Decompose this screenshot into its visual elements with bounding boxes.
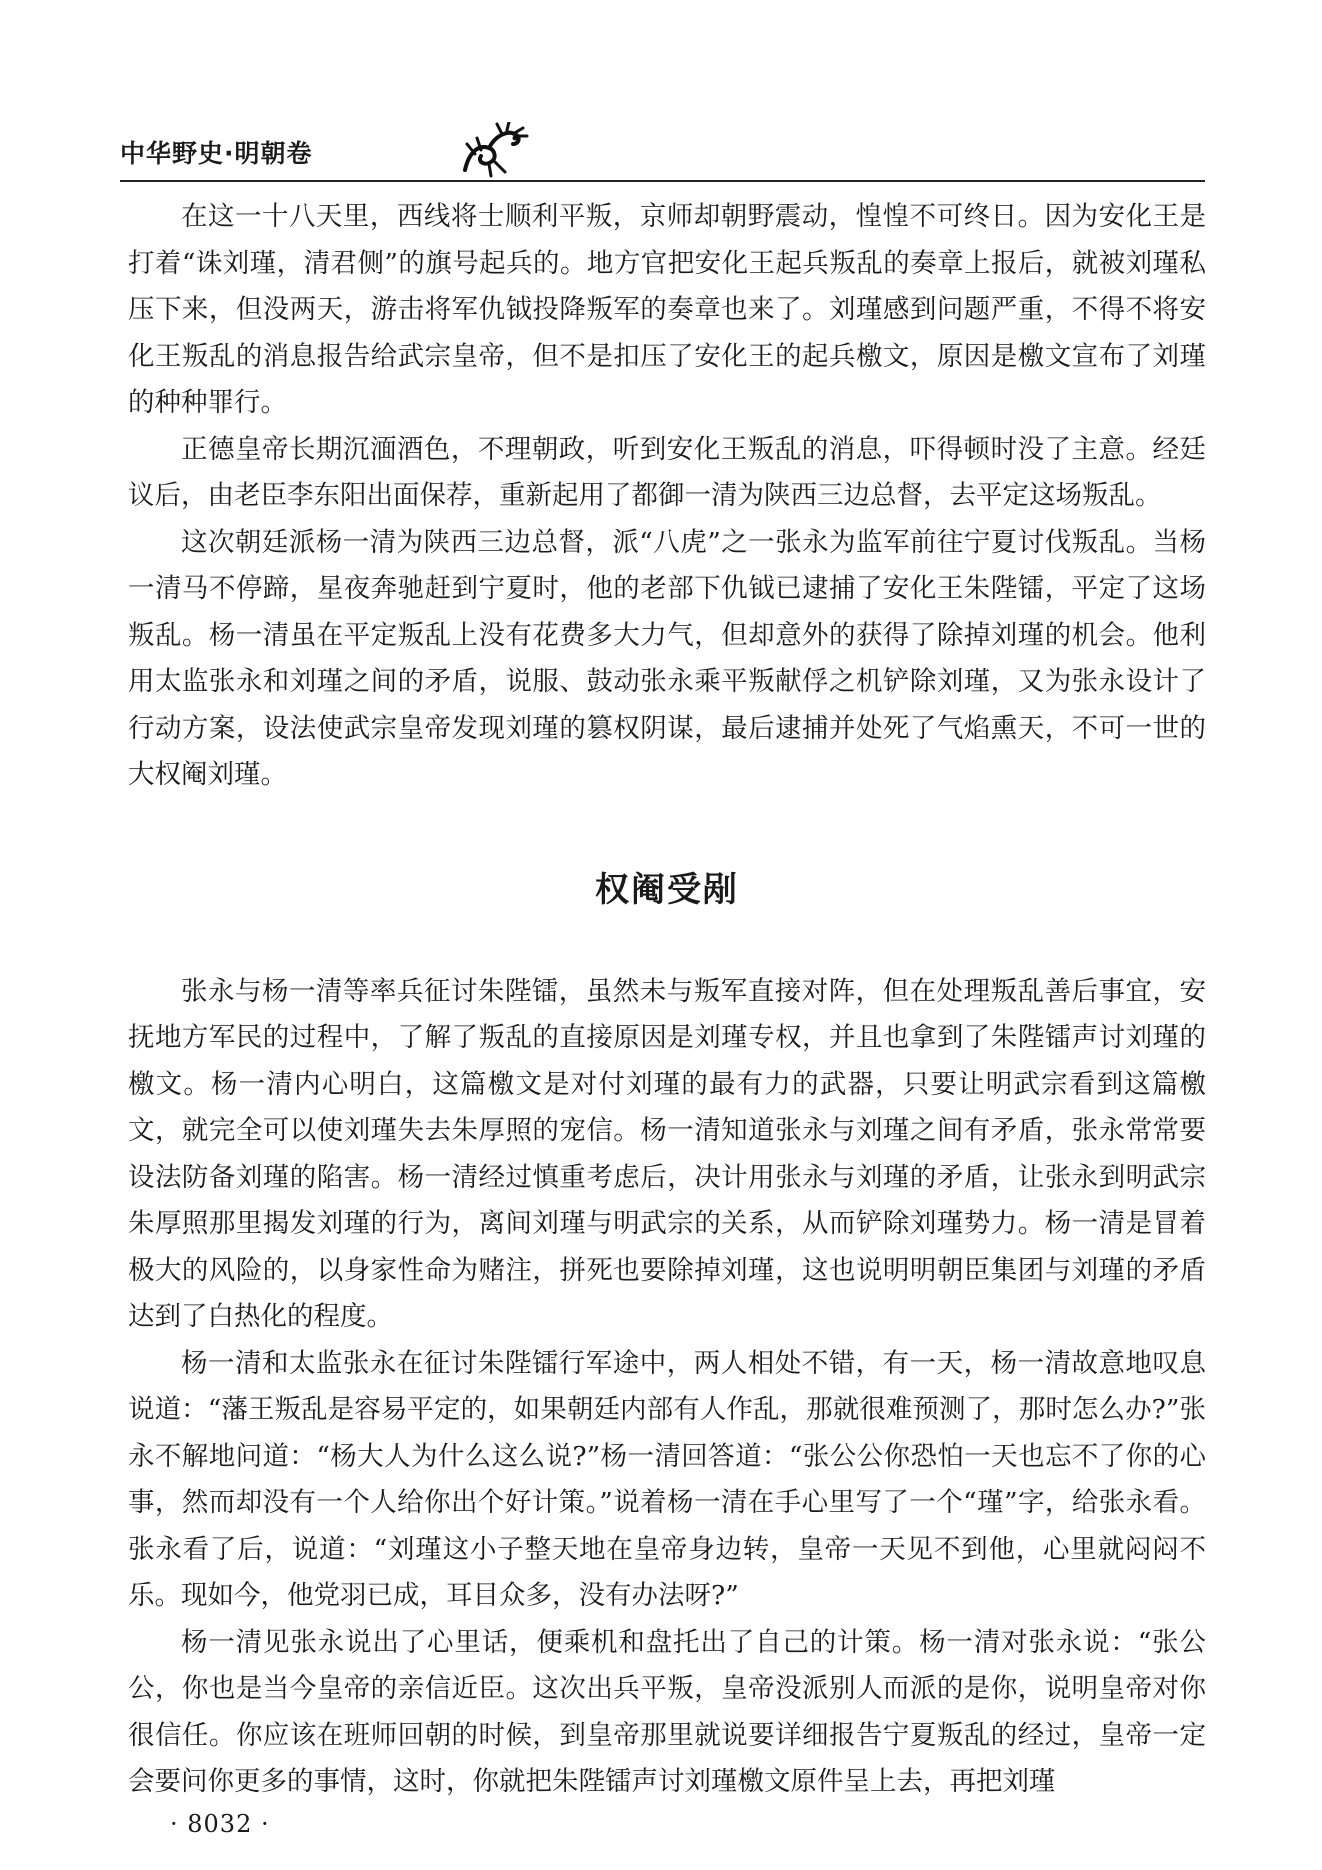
page-number: · 8032 · <box>170 1810 270 1838</box>
paragraph: 在这一十八天里，西线将士顺利平叛，京师却朝野震动，惶惶不可终日。因为安化王是打着“诛刘瑾，清君侧”的旗号起兵的。地方官把安化王起兵叛乱的奏章上报后，就被刘瑾私压下来，但没两天，游击将军仇钺投降叛军的奏章也来了。刘瑾感到问题严重，不得不将安化王叛乱的消息报告给武宗皇帝，但不是扣压了安化王的起兵檄文，原因是檄文宣布了刘瑾的种种罪行。 <box>128 201 1206 418</box>
paragraph: 这次朝廷派杨一清为陕西三边总督，派“八虎”之一张永为监军前往宁夏讨伐叛乱。当杨一清马不停蹄，星夜奔驰赶到宁夏时，他的老部下仇钺已逮捕了安化王朱陛镭，平定了这场叛乱。杨一清虽在平定叛乱上没有花费多大力气，但却意外的获得了除掉刘瑾的机会。他利用太监张永和刘瑾之间的矛盾，说服、鼓动张永乘平叛献俘之机铲除刘瑾，又为张永设计了行动方案，设法使武宗皇帝发现刘瑾的篡权阴谋，最后逮捕并处死了气焰熏天，不可一世的大权阉刘瑾。 <box>128 526 1206 790</box>
paragraph: 正德皇帝长期沉湎酒色，不理朝政，听到安化王叛乱的消息，吓得顿时没了主意。经廷议后，由老臣李东阳出面保荐，重新起用了都御一清为陕西三边总督，去平定这场叛乱。 <box>128 433 1206 511</box>
section-heading: 权阉受剐 <box>595 869 739 910</box>
header-divider <box>120 180 1205 182</box>
page-body <box>128 194 1206 1806</box>
paragraph: 杨一清见张永说出了心里话，便乘机和盘托出了自己的计策。杨一清对张永说：“张公公，你也是当今皇帝的亲信近臣。这次出兵平叛，皇帝没派别人而派的是你，说明皇帝对你很信任。你应该在班师回朝的时候，到皇帝那里就说要详细报告宁夏叛乱的经过，皇帝一定会要问你更多的事情，这时，你就把朱陛镭声讨刘瑾檄文原件呈上去，再把刘瑾 <box>128 1626 1206 1797</box>
book-title: 中华野史·明朝卷 <box>120 139 313 168</box>
dragon-icon <box>455 122 530 178</box>
paragraph: 张永与杨一清等率兵征讨朱陛镭，虽然未与叛军直接对阵，但在处理叛乱善后事宜，安抚地方军民的过程中，了解了叛乱的直接原因是刘瑾专权，并且也拿到了朱陛镭声讨刘瑾的檄文。杨一清内心明白，这篇檄文是对付刘瑾的最有力的武器，只要让明武宗看到这篇檄文，就完全可以使刘瑾失去朱厚照的宠信。杨一清知道张永与刘瑾之间有矛盾，张永常常要设法防备刘瑾的陷害。杨一清经过慎重考虑后，决计用张永与刘瑾的矛盾，让张永到明武宗朱厚照那里揭发刘瑾的行为，离间刘瑾与明武宗的关系，从而铲除刘瑾势力。杨一清是冒着极大的风险的，以身家性命为赌注，拼死也要除掉刘瑾，这也说明明朝臣集团与刘瑾的矛盾达到了白热化的程度。 <box>128 975 1206 1332</box>
page-header <box>120 122 1205 182</box>
paragraph: 杨一清和太监张永在征讨朱陛镭行军途中，两人相处不错，有一天，杨一清故意地叹息说道：“藩王叛乱是容易平定的，如果朝廷内部有人作乱，那就很难预测了，那时怎么办?”张永不解地问道：“杨大人为什么这么说?”杨一清回答道：“张公公你恐怕一天也忘不了你的心事，然而却没有一个人给你出个好计策。”说着杨一清在手心里写了一个“瑾”字，给张永看。张永看了后，说道：“刘瑾这小子整天地在皇帝身边转，皇帝一天见不到他，心里就闷闷不乐。现如今，他党羽已成，耳目众多，没有办法呀?” <box>128 1347 1206 1611</box>
